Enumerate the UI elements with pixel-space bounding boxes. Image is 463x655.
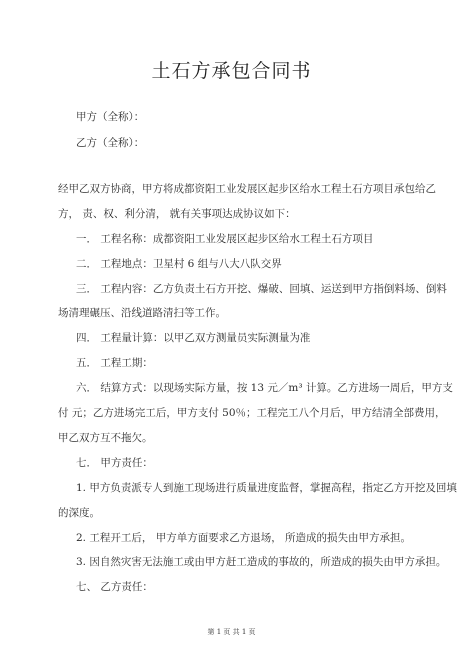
clause-3-line-2: 场清理碾压、沿线道路清扫等工作。 — [58, 307, 226, 319]
clause-7-heading: 七． 甲方责任： — [76, 457, 153, 469]
party-a-duty-2: 2. 工程开工后， 甲方单方面要求乙方退场， 所造成的损失由甲方承担。 — [76, 532, 412, 544]
party-a-line: 甲方（全称）： — [76, 111, 145, 123]
page-footer: 第 1 页 共 1 页 — [207, 628, 256, 636]
intro-line-2: 方， 责、权、利分清， 就有关事项达成协议如下： — [58, 208, 296, 220]
clause-6-line-3: 甲乙双方互不拖欠。 — [58, 432, 153, 444]
party-b-duty-heading: 七、 乙方责任： — [76, 581, 153, 593]
party-a-duty-1-line-2: 的深度。 — [58, 507, 100, 519]
intro-line-1: 经甲乙双方协商，甲方将成都资阳工业发展区起步区给水工程土石方项目承包给乙 — [58, 183, 436, 195]
clause-6-line-2: 付 元；乙方进场完工后，甲方支付 50％；工程完工八个月后，甲方结清全部费用， — [58, 407, 446, 419]
clause-1: 一． 工程名称：成都资阳工业发展区起步区给水工程土石方项目 — [76, 233, 374, 245]
clause-5: 五． 工程工期： — [76, 357, 153, 369]
party-b-line: 乙方（全称）： — [76, 137, 145, 149]
clause-3-line-1: 三． 工程内容：乙方负责土石方开挖、爆破、回填、运送到甲方指倒料场、倒料 — [76, 283, 447, 295]
party-a-duty-3: 3. 因自然灾害无法施工或由甲方赶工造成的事故的，所造成的损失由甲方承担。 — [76, 556, 447, 568]
clause-2: 二． 工程地点：卫星村 6 组与八大八队交界 — [76, 258, 282, 270]
party-a-duty-1-line-1: 1. 甲方负责派专人到施工现场进行质量进度监督，掌握高程，指定乙方开挖及回填 — [76, 482, 457, 494]
clause-6-line-1: 六． 结算方式：以现场实际方量，按 13 元／m³ 计算。乙方进场一周后，甲方支 — [76, 382, 453, 394]
clause-4: 四． 工程量计算：以甲乙双方测量员实际测量为准 — [76, 332, 311, 344]
document-title: 土石方承包合同书 — [151, 60, 312, 82]
